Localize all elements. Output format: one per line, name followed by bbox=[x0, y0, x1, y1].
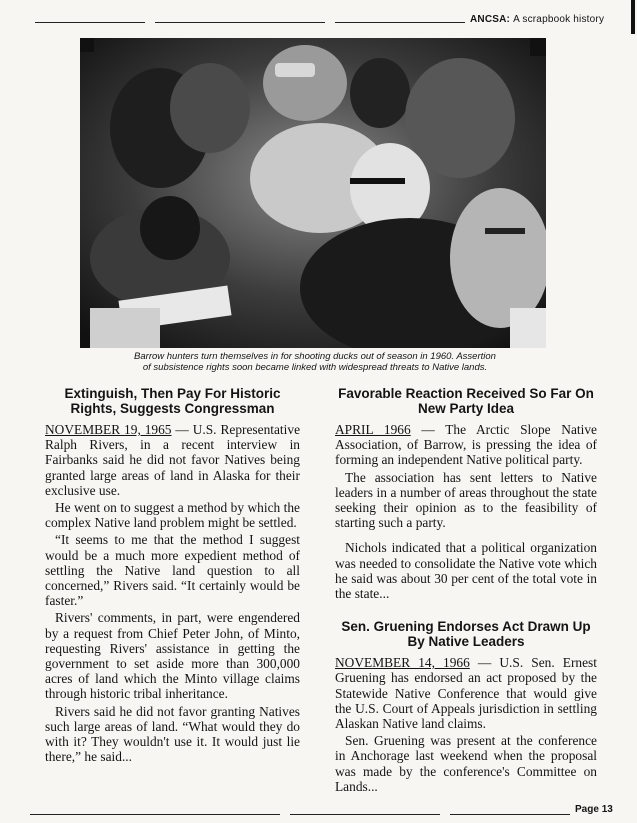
page-label: Page bbox=[575, 804, 599, 815]
page-number bbox=[575, 804, 613, 815]
article-right-2-paragraph bbox=[335, 655, 597, 731]
article-left-headline: Extinguish, Then Pay For Historic Rights, Suggests Congressman bbox=[64, 386, 281, 416]
article-right-2-dateline: NOVEMBER 14, 1966 bbox=[335, 655, 470, 671]
footer-rule-mid bbox=[290, 814, 440, 815]
photo-caption-line-1: Barrow hunters turn themselves in for shooting ducks out of season in 1960. Assertion bbox=[134, 351, 496, 362]
article-right-column bbox=[335, 386, 597, 796]
article-right-2-headline: Sen. Gruening Endorses Act Drawn Up By Native Leaders bbox=[341, 619, 591, 650]
running-header bbox=[470, 14, 630, 25]
article-right-1-paragraph bbox=[335, 422, 597, 468]
article-right-2-paragraph: Sen. Gruening was present at the conference in Anchorage last weekend when the proposal was made by the conference's Committee on Lands... bbox=[335, 733, 597, 794]
running-header-subtitle: A scrapbook history bbox=[513, 14, 605, 25]
article-left-paragraph bbox=[45, 422, 300, 498]
article-left bbox=[45, 386, 300, 766]
article-left-dateline: NOVEMBER 19, 1965 bbox=[45, 422, 172, 437]
page-number-value: 13 bbox=[601, 804, 613, 815]
article-right-1-headline: Favorable Reaction Received So Far On New Party Idea bbox=[338, 386, 594, 416]
article-gap bbox=[335, 603, 597, 619]
article-right-2-paragraph-1-text: — U.S. Sen. Ernest Gruening has endorsed an act proposed by the Statewide Native Conference that would give the U.S. Court of Appeals jurisdiction in settling Alaskan Native land claims. bbox=[335, 655, 597, 732]
footer-rule-left bbox=[30, 814, 280, 815]
news-photo bbox=[80, 38, 546, 348]
article-right-1-dateline: APRIL 1966 bbox=[335, 422, 411, 437]
photo-caption-line-2: of subsistence rights soon became linked with widespread threats to Native lands. bbox=[142, 362, 488, 373]
running-header-title: ANCSA: bbox=[470, 14, 511, 25]
article-left-paragraph: Rivers said he did not favor granting Natives such large areas of land. “What would they do with it? They wouldn't use it. It would just lie there,” he said... bbox=[45, 703, 300, 765]
article-left-paragraph-1-text: — U.S. Representative Ralph Rivers, in a recent interview in Fairbanks said he did not favor Natives being granted large areas of land in Alaska for their exclusive use. bbox=[45, 422, 301, 498]
page-edge-mark bbox=[631, 0, 635, 34]
article-left-paragraph: “It seems to me that the method I suggest would be a much more expedient method of settling the Native land question to all concerned,” Rivers said. “It certainly would be faster.” bbox=[45, 532, 300, 609]
article-right-1-paragraph-1-text: — The Arctic Slope Native Association, of Barrow, is pressing the idea of forming an independent Native political party. bbox=[335, 422, 597, 468]
article-right-1-paragraph: The association has sent letters to Native leaders in a number of areas throughout the state seeking their opinion as to the feasibility of starting such a party. bbox=[335, 469, 597, 531]
article-left-paragraph: He went on to suggest a method by which the complex Native land problem might be settled. bbox=[45, 500, 300, 531]
photo-caption bbox=[95, 351, 535, 373]
footer-rule-right bbox=[450, 814, 570, 815]
photo-image bbox=[80, 38, 546, 348]
header-rule-left bbox=[35, 22, 145, 23]
article-right-1-paragraph: Nichols indicated that a political organization was needed to consolidate the Native vote which he said was about 30 per cent of the total vote in the state... bbox=[335, 540, 597, 602]
header-rule-right bbox=[335, 22, 465, 23]
header-rule-mid bbox=[155, 22, 325, 23]
article-left-paragraph: Rivers' comments, in part, were engendered by a request from Chief Peter John, of Minto, requesting Rivers' assistance in getting the government to set aside more than 300,000 acres of land which the Minto village claims through historic tribal inheritance. bbox=[45, 610, 300, 702]
paragraph-gap bbox=[335, 532, 597, 540]
